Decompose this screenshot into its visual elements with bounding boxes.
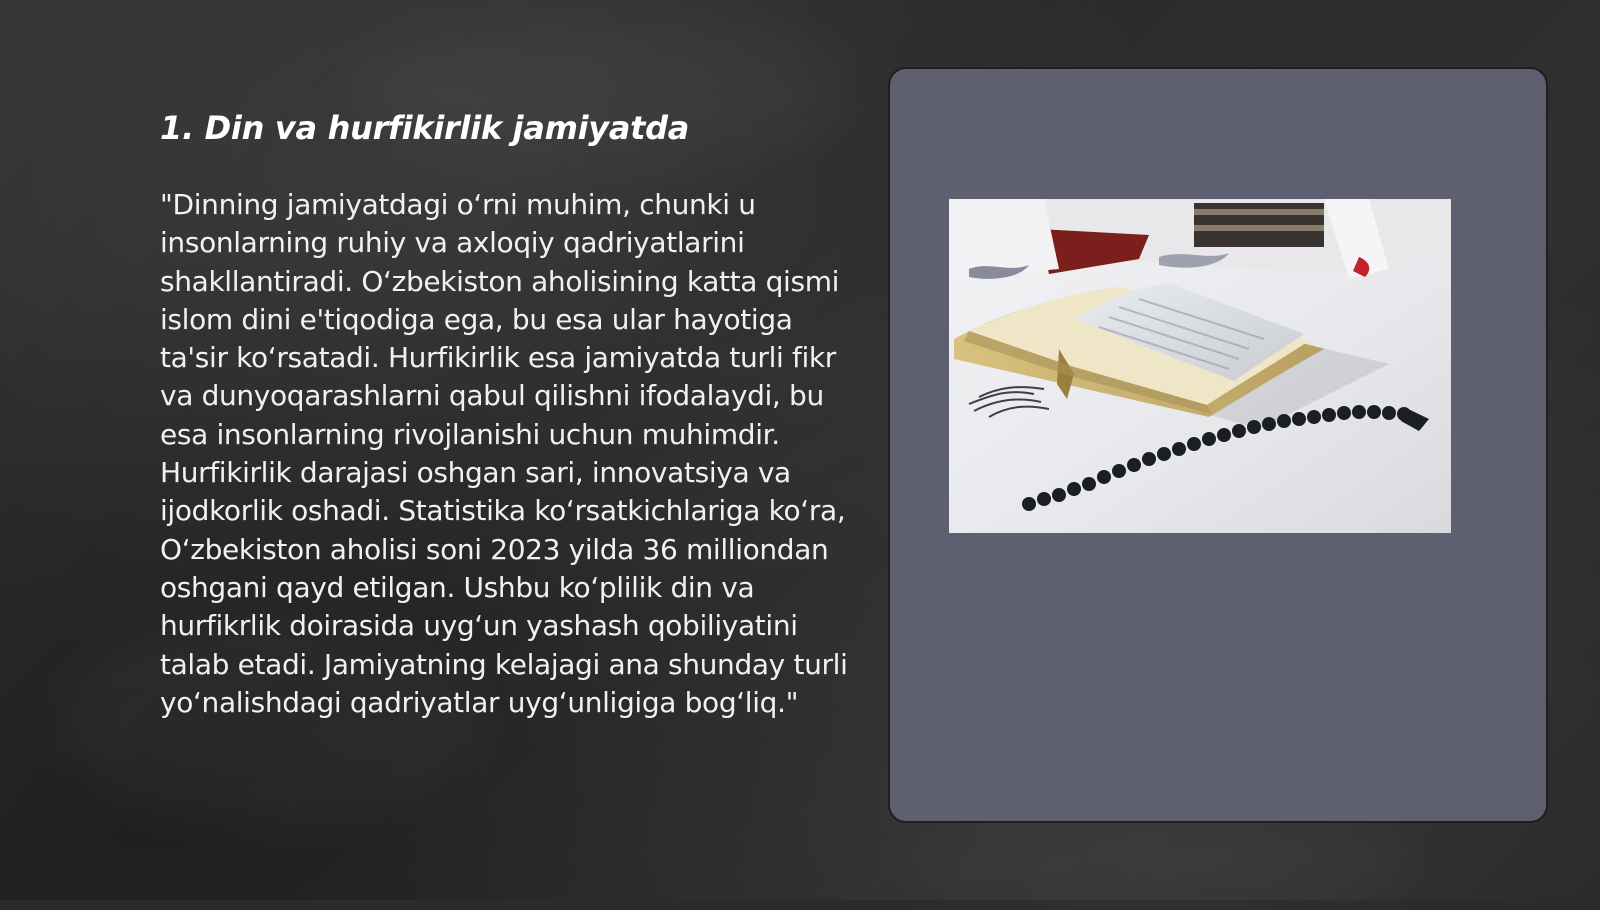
chalk-smudge <box>900 820 1420 910</box>
book-and-prayer-beads-photo <box>949 199 1451 533</box>
slide-body-text: "Dinning jamiyatdagi o‘rni muhim, chunki u insonlarning ruhiy va axloqiy qadriyatlarini shakllantiradi. O‘zbekiston aholisining katta qismi islom dini e'tiqodiga ega, bu esa ular hayotiga ta'sir ko‘rsatadi. Hurfikirlik esa jamiyatda turli fikr va dunyoqarashlarni qabul qilishni ifodalaydi, bu esa insonlarning rivojlanishi uchun muhimdir. Hurfikirlik darajasi oshgan sari, innovatsiya va ijodkorlik oshadi. Statistika ko‘rsatkichlariga ko‘ra, O‘zbekiston aholisi soni 2023 yilda 36 milliondan oshgani qayd etilgan. Ushbu ko‘plilik din va hurfikrlik doirasida uyg‘un yashash qobiliyatini talab etadi. Jamiyatning kelajagi ana shunday turli yo‘nalishdagi qadriyatlar uyg‘unligiga bog‘liq." <box>160 188 848 719</box>
slide-title: 1. Din va hurfikirlik jamiyatda <box>160 109 690 147</box>
